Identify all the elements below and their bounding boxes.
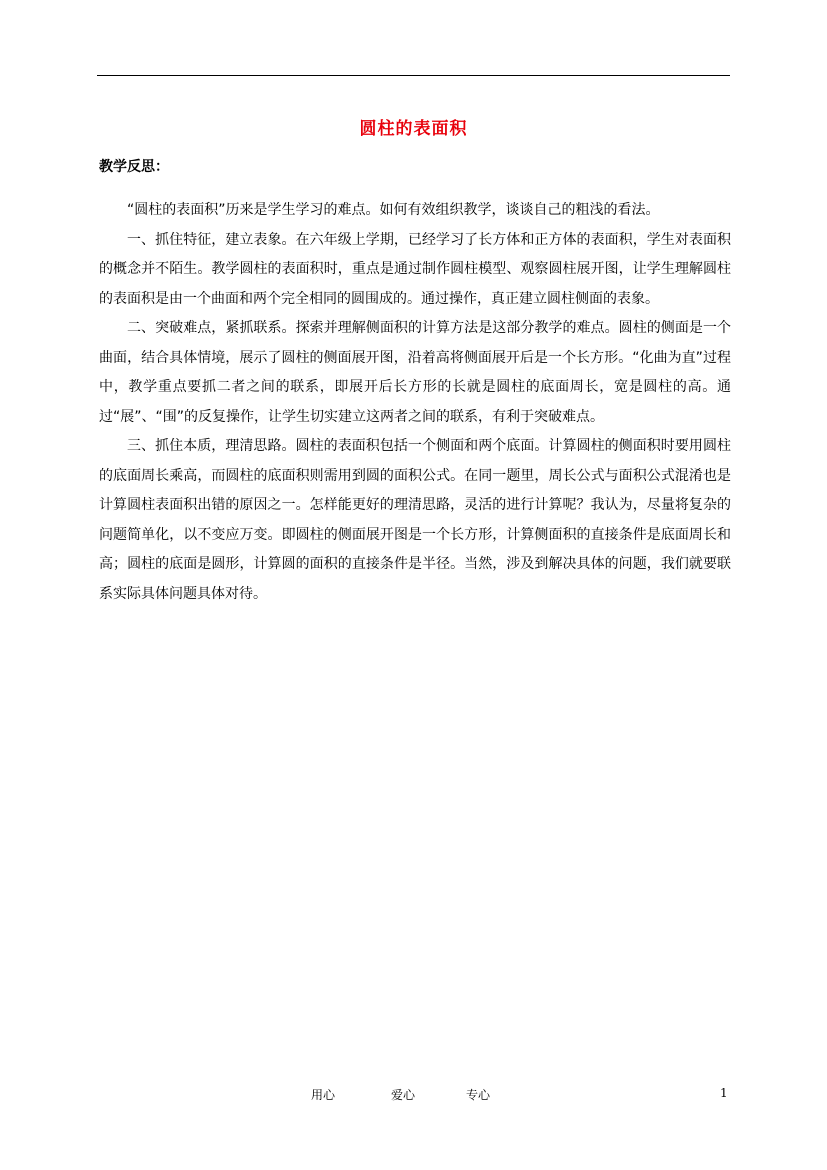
- paragraph-point-3: 三、抓住本质，理清思路。圆柱的表面积包括一个侧面和两个底面。计算圆柱的侧面积时要用圆柱的底面周长乘高，而圆柱的底面积则需用到圆的面积公式。在同一题里，周长公式与面积公式混淆也是计算圆柱表面积出错的原因之一。怎样能更好的理清思路，灵活的进行计算呢？我认为，尽量将复杂的问题简单化，以不变应万变。即圆柱的侧面展开图是一个长方形，计算侧面积的直接条件是底面周长和高；圆柱的底面是圆形，计算圆的面积的直接条件是半径。当然，涉及到解决具体的问题，我们就要联系实际具体问题具体对待。: [99, 438, 731, 602]
- section-heading: 教学反思：: [99, 159, 169, 175]
- footer-motto-3: 专心: [466, 1088, 491, 1102]
- document-body: [99, 196, 731, 609]
- paragraph-point-2: 二、突破难点，紧抓联系。探索并理解侧面积的计算方法是这部分教学的难点。圆柱的侧面是一个曲面，结合具体情境，展示了圆柱的侧面展开图，沿着高将侧面展开后是一个长方形。“化曲为直”过程中，教学重点要抓二者之间的联系，即展开后长方形的长就是圆柱的底面周长，宽是圆柱的高。通过“展”、“围”的反复操作，让学生切实建立这两者之间的联系，有利于突破难点。: [99, 320, 731, 425]
- footer-motto-1: 用心: [311, 1088, 336, 1102]
- paragraph-point-1: 一、抓住特征，建立表象。在六年级上学期，已经学习了长方体和正方体的表面积，学生对表面积的概念并不陌生。教学圆柱的表面积时，重点是通过制作圆柱模型、观察圆柱展开图，让学生理解圆柱的表面积是由一个曲面和两个完全相同的圆围成的。通过操作，真正建立圆柱侧面的表象。: [99, 231, 731, 307]
- paragraph-intro: “圆柱的表面积”历来是学生学习的难点。如何有效组织教学，谈谈自己的粗浅的看法。: [127, 202, 660, 218]
- page-title: 圆柱的表面积: [359, 119, 468, 139]
- footer-motto-2: 爱心: [391, 1088, 416, 1102]
- page-number: 1: [720, 1086, 728, 1100]
- header-rule: [97, 75, 730, 76]
